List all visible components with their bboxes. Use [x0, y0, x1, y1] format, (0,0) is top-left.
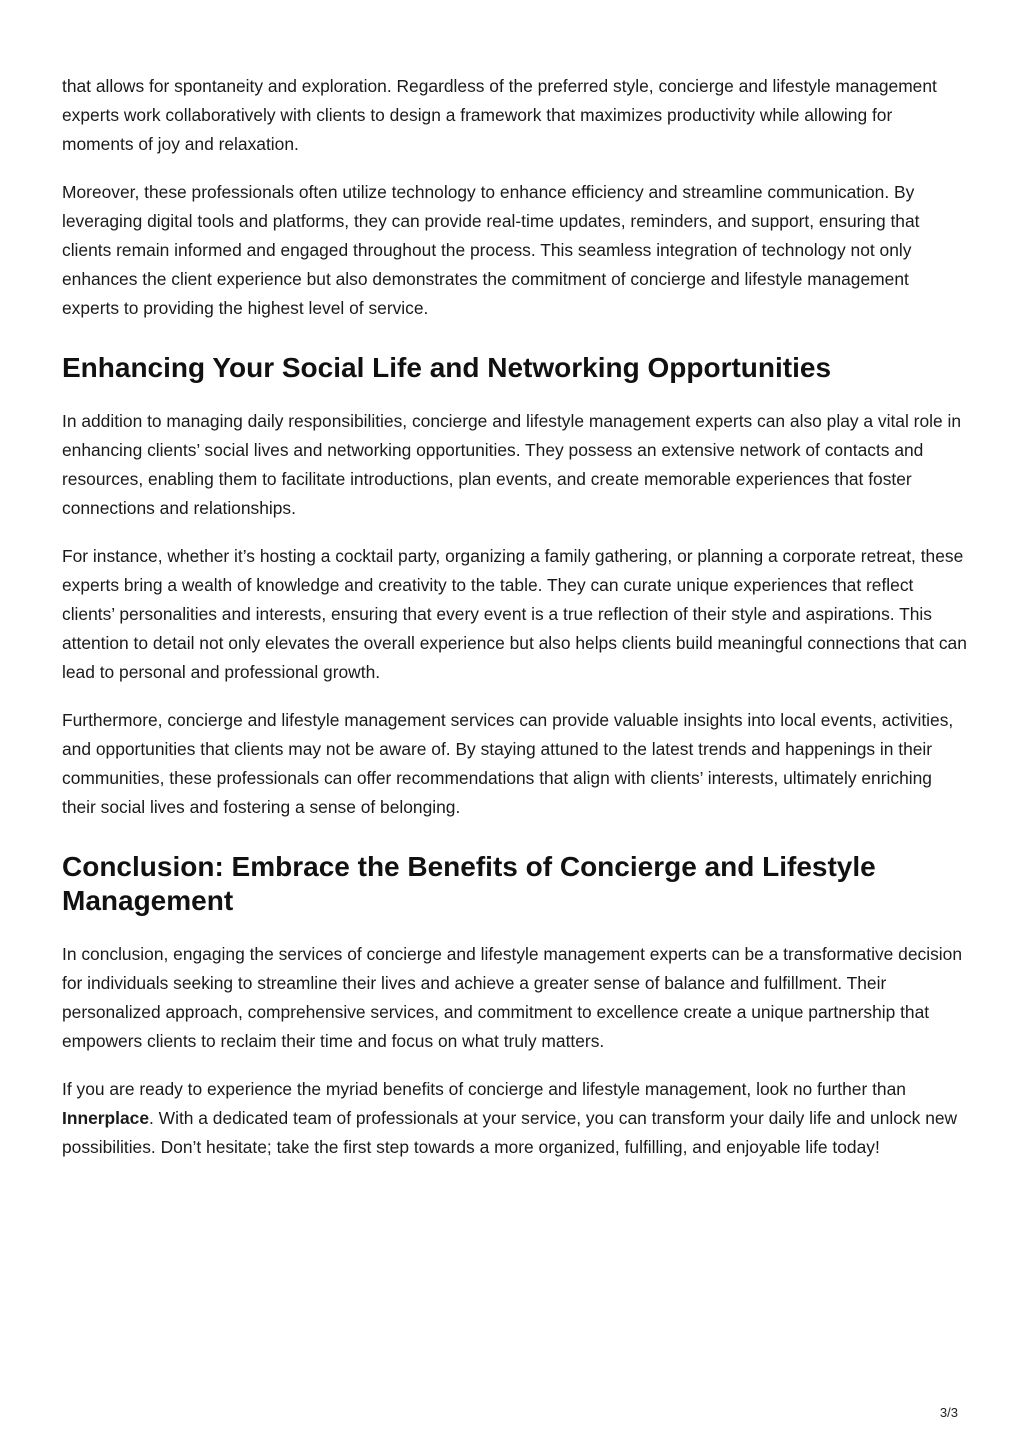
paragraph-social-2: For instance, whether it’s hosting a cocktail party, organizing a family gathering, or planning a corporate retreat, these experts bring a wealth of knowledge and creativity to the table. They can curate unique experiences that reflect clients’ personalities and interests, ensuring that every event is a true reflection of their style and aspirations. This attention to detail not only elevates the overall experience but also helps clients build meaningful connections that can lead to personal and professional growth. — [62, 546, 967, 682]
paragraph-conclusion-2-start: If you are ready to experience the myriad benefits of concierge and lifestyle management, look no further than — [62, 1079, 906, 1099]
page-number: 3/3 — [939, 1405, 958, 1420]
paragraph-conclusion-2-end: . With a dedicated team of professionals at your service, you can transform your daily life and unlock new possibilities. Don’t hesitate; take the first step towards a more organized, fulfilling, and enjoyable life today! — [62, 1108, 958, 1157]
brand-name: Innerplace — [62, 1108, 149, 1128]
paragraph-social-3: Furthermore, concierge and lifestyle management services can provide valuable insights into local events, activities, and opportunities that clients may not be aware of. By staying attuned to the latest trends and happenings in their communities, these professionals can offer recommendations that align with clients’ interests, ultimately enriching their social lives and fostering a sense of belonging. — [62, 710, 954, 817]
heading-social-life: Enhancing Your Social Life and Networking Opportunities — [62, 352, 832, 383]
paragraph-conclusion-1: In conclusion, engaging the services of concierge and lifestyle management experts can be a transformative decision for individuals seeking to streamline their lives and achieve a greater sense of balance and fulfillment. Their personalized approach, comprehensive services, and commitment to excellence create a unique partnership that empowers clients to reclaim their time and focus on what truly matters. — [62, 944, 962, 1051]
document-page — [62, 72, 968, 1181]
heading-conclusion: Conclusion: Embrace the Benefits of Concierge and Lifestyle Management — [62, 851, 876, 916]
paragraph-intro-2: Moreover, these professionals often utilize technology to enhance efficiency and streamline communication. By leveraging digital tools and platforms, they can provide real-time updates, reminders, and support, ensuring that clients remain informed and engaged throughout the process. This seamless integration of technology not only enhances the client experience but also demonstrates the commitment of concierge and lifestyle management experts to providing the highest level of service. — [62, 182, 920, 318]
paragraph-social-1: In addition to managing daily responsibilities, concierge and lifestyle management experts can also play a vital role in enhancing clients’ social lives and networking opportunities. They possess an extensive network of contacts and resources, enabling them to facilitate introductions, plan events, and create memorable experiences that foster connections and relationships. — [62, 411, 962, 518]
paragraph-conclusion-2 — [62, 1075, 968, 1162]
paragraph-intro-1: that allows for spontaneity and exploration. Regardless of the preferred style, concierge and lifestyle management experts work collaboratively with clients to design a framework that maximizes productivity while allowing for moments of joy and relaxation. — [62, 76, 937, 154]
